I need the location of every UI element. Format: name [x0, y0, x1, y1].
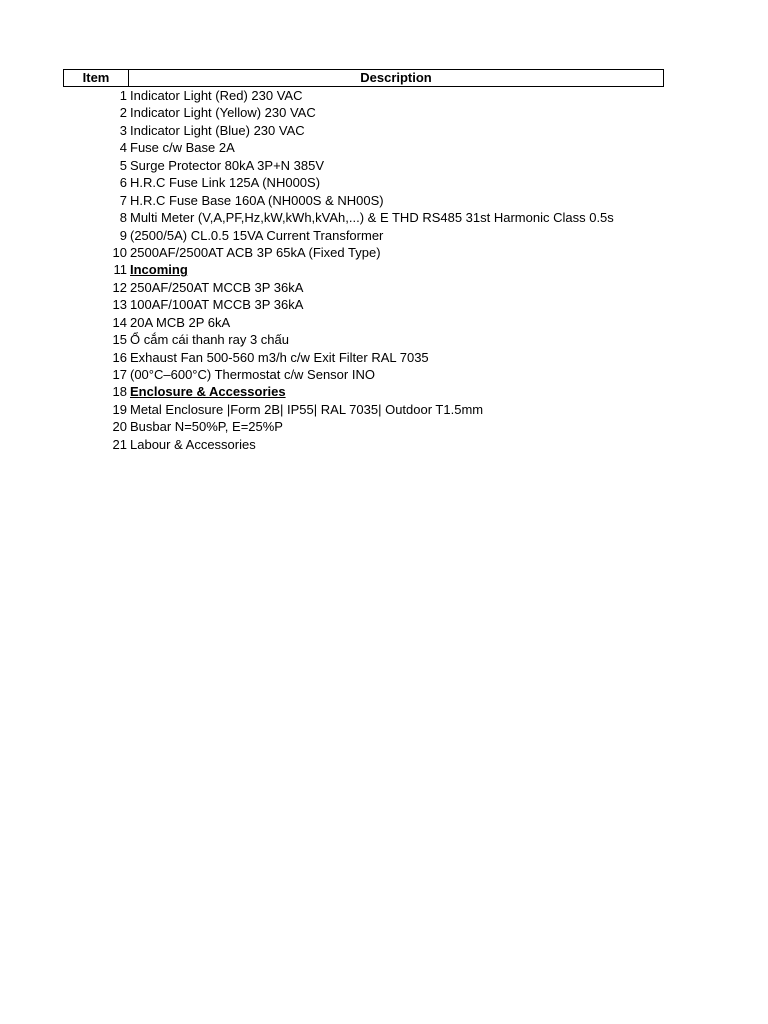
item-description: Indicator Light (Yellow) 230 VAC: [130, 105, 316, 121]
item-number: 4: [119, 140, 127, 156]
item-description: 20A MCB 2P 6kA: [130, 314, 231, 330]
table-row: [63, 366, 664, 383]
table-row: [63, 314, 664, 331]
table-row: [63, 418, 664, 435]
table-row: [63, 209, 664, 226]
item-description: H.R.C Fuse Base 160A (NH000S & NH00S): [130, 192, 384, 208]
item-description: H.R.C Fuse Link 125A (NH000S): [130, 175, 321, 191]
table-row: [63, 383, 664, 400]
item-description: Multi Meter (V,A,PF,Hz,kW,kWh,kVAh,...) & E THD RS485 31st Harmonic Class 0.5s: [130, 210, 614, 226]
table-row: [63, 104, 664, 121]
item-description: Labour & Accessories: [130, 436, 256, 452]
item-number: 10: [112, 244, 127, 260]
item-number: 21: [112, 436, 127, 452]
table-row: [63, 122, 664, 139]
table-row: [63, 261, 664, 278]
item-description: 2500AF/2500AT ACB 3P 65kA (Fixed Type): [130, 244, 381, 260]
table-row: [63, 174, 664, 191]
item-description: 100AF/100AT MCCB 3P 36kA: [130, 297, 304, 313]
section-heading: Enclosure & Accessories: [130, 384, 286, 400]
item-number: 2: [119, 105, 127, 121]
item-description: (00°C–600°C) Thermostat c/w Sensor INO: [130, 367, 375, 382]
table-row: [63, 139, 664, 156]
item-description: Indicator Light (Blue) 230 VAC: [130, 122, 305, 138]
table-row: [63, 87, 664, 104]
item-description: (2500/5A) CL.0.5 15VA Current Transformer: [130, 227, 384, 243]
item-number: 20: [112, 419, 127, 435]
item-number: 19: [112, 401, 127, 417]
description-column-header: Description: [360, 70, 432, 85]
item-description: Surge Protector 80kA 3P+N 385V: [130, 157, 325, 173]
table-row: [63, 401, 664, 418]
table-row: [63, 244, 664, 261]
table-row: [63, 279, 664, 296]
table-row: [63, 192, 664, 209]
item-description: Busbar N=50%P, E=25%P: [130, 419, 283, 435]
item-number: 1: [119, 88, 127, 103]
item-number: 15: [112, 332, 127, 348]
table-row: [63, 349, 664, 366]
item-column-header: Item: [64, 70, 129, 86]
table-body: [63, 87, 664, 453]
item-description: Indicator Light (Red) 230 VAC: [130, 88, 303, 103]
section-heading: Incoming: [130, 262, 188, 278]
item-number: 7: [119, 192, 127, 208]
item-number: 9: [119, 227, 127, 243]
table-row: [63, 227, 664, 244]
table-row: [63, 436, 664, 453]
item-description: Metal Enclosure |Form 2B| IP55| RAL 7035| Outdoor T1.5mm: [130, 401, 484, 417]
table-header: [63, 69, 664, 87]
item-number: 5: [119, 157, 127, 173]
item-number: 8: [119, 210, 127, 226]
table-row: [63, 157, 664, 174]
item-description: Fuse c/w Base 2A: [130, 140, 235, 156]
item-description: Ổ cắm cái thanh ray 3 chấu: [130, 332, 289, 348]
item-number: 14: [112, 314, 127, 330]
item-number: 6: [119, 175, 127, 191]
item-number: 17: [112, 367, 127, 382]
table-row: [63, 331, 664, 348]
item-number: 16: [112, 349, 127, 365]
item-number: 3: [119, 122, 127, 138]
item-number: 11: [113, 262, 127, 278]
item-number: 18: [112, 384, 127, 400]
item-table: [63, 69, 664, 453]
item-number: 13: [112, 297, 127, 313]
table-row: [63, 296, 664, 313]
item-description: Exhaust Fan 500-560 m3/h c/w Exit Filter RAL 7035: [130, 349, 429, 365]
item-number: 12: [112, 279, 127, 295]
item-description: 250AF/250AT MCCB 3P 36kA: [130, 279, 304, 295]
